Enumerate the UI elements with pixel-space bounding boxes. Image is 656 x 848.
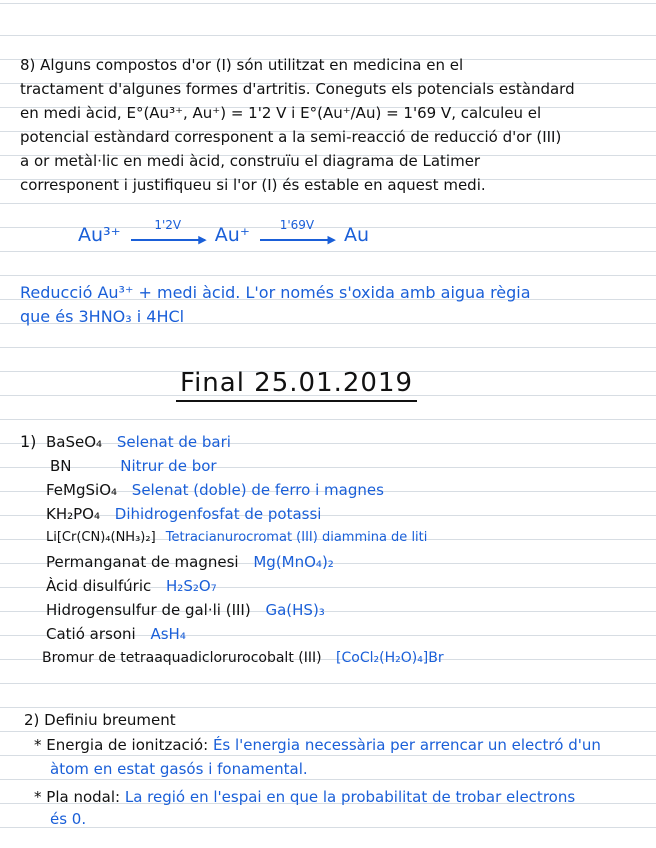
formula-item xyxy=(46,576,217,596)
arrow-shaft xyxy=(131,239,205,241)
latimer-potential-1: 1'2V xyxy=(154,218,182,232)
formula-item xyxy=(46,504,321,524)
formula-label: Hidrogensulfur de gal·li (III) xyxy=(46,601,251,619)
formula-answer: Dihidrogenfosfat de potassi xyxy=(114,505,322,523)
latimer-arrow-1 xyxy=(131,218,207,250)
formula-answer: Tetracianurocromat (III) diammina de liti xyxy=(165,530,428,545)
formula-label: BaSeO₄ xyxy=(46,433,103,451)
problem8-line-5: a or metàl·lic en medi àcid, construïu el diagrama de Latimer xyxy=(20,152,481,170)
definition-text: La regió en l'espai en que la probabilitat de trobar electrons xyxy=(124,788,576,806)
formula-label: KH₂PO₄ xyxy=(46,505,100,523)
problem8-line-4: potencial estàndard corresponent a la semi-reacció de reducció d'or (III) xyxy=(20,128,562,146)
formula-label: FeMgSiO₄ xyxy=(46,481,118,499)
formula-answer: H₂S₂O₇ xyxy=(166,577,217,595)
arrow-shaft xyxy=(260,239,334,241)
definition-term: * Energia de ionització: xyxy=(34,736,209,754)
formula-label: Permanganat de magnesi xyxy=(46,553,239,571)
latimer-species-au3: Au³⁺ xyxy=(78,224,121,246)
formula-item xyxy=(46,552,334,572)
definition-text-continued: àtom en estat gasós i fonamental. xyxy=(50,760,308,778)
formula-item xyxy=(46,432,231,452)
formula-item xyxy=(50,456,217,476)
problem8-line-2: tractament d'algunes formes d'artritis. Coneguts els potencials estàndard xyxy=(20,80,575,98)
formula-label: Catió arsoni xyxy=(46,625,136,643)
formula-answer: AsH₄ xyxy=(150,625,186,643)
formula-label: Bromur de tetraaquadiclorurocobalt (III) xyxy=(42,650,322,666)
formula-label: BN xyxy=(50,457,72,475)
formula-item xyxy=(46,480,384,500)
definition-item xyxy=(34,735,601,755)
latimer-diagram xyxy=(78,218,369,250)
latimer-arrow-2 xyxy=(260,218,336,250)
formula-answer: Ga(HS)₃ xyxy=(265,601,325,619)
problem8-answer-line-1: Reducció Au³⁺ + medi àcid. L'or només s'oxida amb aigua règia xyxy=(20,283,531,302)
arrow-head-icon: ▶ xyxy=(327,233,336,246)
problem1-number: 1) xyxy=(20,432,37,451)
formula-label: Li[Cr(CN)₄(NH₃)₂] xyxy=(46,530,156,545)
definition-text-continued: és 0. xyxy=(50,810,87,828)
problem8-line-6: corresponent i justifiqueu si l'or (I) és estable en aquest medi. xyxy=(20,176,486,194)
problem8-line-1: 8) Alguns compostos d'or (I) són utilitzat en medicina en el xyxy=(20,56,464,74)
formula-answer: Mg(MnO₄)₂ xyxy=(253,553,334,571)
latimer-species-au1: Au⁺ xyxy=(214,224,250,246)
problem8-line-3: en medi àcid, E°(Au³⁺, Au⁺) = 1'2 V i E°(Au⁺/Au) = 1'69 V, calculeu el xyxy=(20,104,542,122)
formula-item xyxy=(46,600,325,620)
arrow-head-icon: ▶ xyxy=(198,233,207,246)
latimer-species-au: Au xyxy=(343,224,369,246)
formula-item xyxy=(46,624,186,644)
formula-answer: Selenat (doble) de ferro i magnes xyxy=(131,481,384,499)
formula-item xyxy=(42,648,444,668)
formula-item xyxy=(46,528,427,548)
formula-answer: Selenat de bari xyxy=(116,433,231,451)
definition-term: * Pla nodal: xyxy=(34,788,121,806)
problem2-heading: 2) Definiu breument xyxy=(24,711,176,729)
formula-answer: [CoCl₂(H₂O)₄]Br xyxy=(336,650,444,666)
latimer-potential-2: 1'69V xyxy=(279,218,315,232)
definition-item xyxy=(34,787,575,807)
formula-answer: Nitrur de bor xyxy=(120,457,217,475)
problem8-answer-line-2: que és 3HNO₃ i 4HCl xyxy=(20,307,185,326)
definition-text: És l'energia necessària per arrencar un electró d'un xyxy=(212,736,601,754)
formula-label: Àcid disulfúric xyxy=(46,577,152,595)
final-exam-title: Final 25.01.2019 xyxy=(176,368,417,402)
